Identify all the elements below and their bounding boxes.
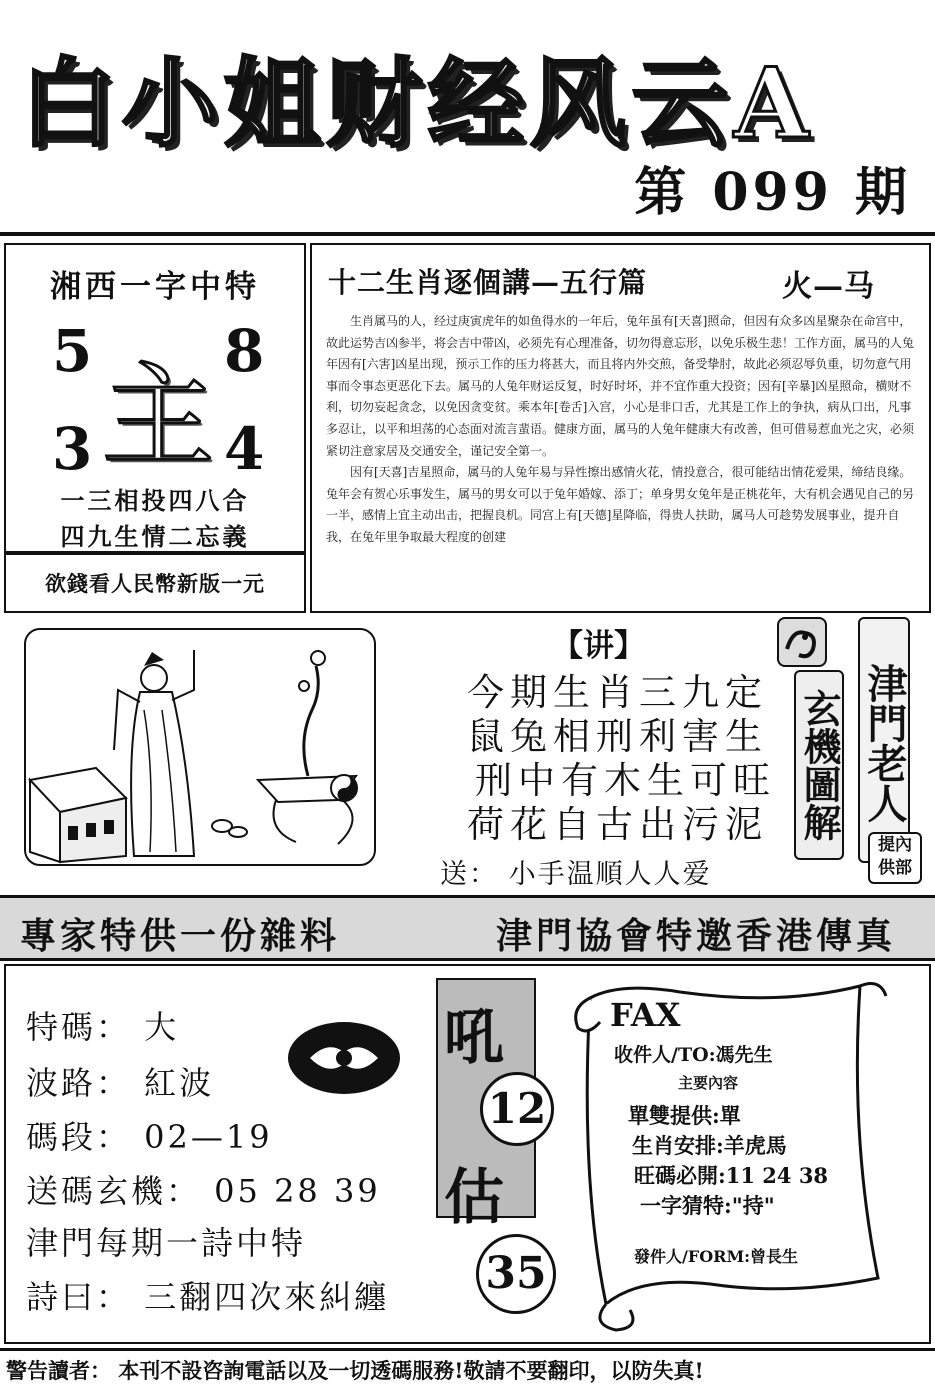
article-body	[326, 311, 916, 549]
verse-line-1: 一三相投四八合	[60, 486, 250, 515]
article-paragraph-1: 生肖属马的人，经过庚寅虎年的如鱼得水的一年后，兔年虽有[天喜]照命，但因有众多凶星聚杂在命宫中，故此运势吉凶参半，将会吉中带凶，必须先有心理准备，切勿得意忘形，以免乐极生悲！工作方面，属马的人兔年因有[六害]凶星出现，预示工作的压力将甚大，而且将内外交煎，备受挚肘，故此必须忍辱负重，切勿意气用事而令事态更恶化下去。属马的人兔年财运反复，时好时坏，并不宜作重大投资；因有[辛暴]凶星照命，横财不利，切勿妄起贪念，以免因贪变贫。乘本年[卷舌]入宫，小心是非口舌，尤其是工作上的争执，病从口出，凡事多忍让，以平和坦荡的心态面对流言蜚语。健康方面，属马的人兔年健康大有改善，但可借易惹血光之灾，必须紧切注意家居及交通安全，谨记安全第一。	[326, 314, 915, 458]
info-bonus-codes: 送碼玄機： 05 28 39	[26, 1172, 381, 1210]
number-bottom-left: 3	[52, 415, 93, 483]
article-paragraph-2: 因有[天喜]吉星照命，属马的人兔年易与异性擦出感情火花，情投意合，很可能结出情花爱果，缔结良缘。兔年会有贺心乐事发生，属马的男女可以于兔年婚嫁、添丁；单身男女兔年是正桃花年，大有机会遇见自己的另一半，感情上宜主动出击，把握良机。同宫上有[天德]星降临，得贵人扶助，属马人可趁势发展事业，提升自我，在兔年里争取最大程度的创建	[326, 465, 915, 544]
poem-line-1: 今期生肖三九定	[467, 671, 768, 714]
hou-number: 12	[480, 1072, 554, 1146]
poem-line-3: 刑中有木生可旺	[475, 759, 776, 802]
fax-to: 收件人/TO:馮先生	[614, 1044, 773, 1066]
header-divider	[0, 232, 935, 236]
emblem-icon	[288, 1022, 400, 1094]
provide-line-1: 提內	[878, 835, 912, 855]
fax-line-3: 旺碼必開:11 24 38	[634, 1163, 829, 1188]
hou-char: 吼	[444, 1003, 504, 1073]
article-box	[310, 243, 931, 613]
info-range: 碼段： 02—19	[26, 1118, 273, 1156]
provide-line-2: 供部	[878, 858, 912, 878]
page-title: 白小姐财经风云A	[20, 47, 815, 160]
poem-line-4: 荷花自古出污泥	[467, 803, 768, 846]
poem-heading: 【讲】	[552, 628, 645, 664]
fax-line-2: 生肖安排:羊虎馬	[632, 1133, 787, 1158]
prediction-heading: 湘西一字中特	[50, 269, 260, 305]
fax-line-4: 一字猜特:"持"	[640, 1193, 775, 1218]
gu-char: 估	[444, 1163, 504, 1233]
info-poem: 詩曰： 三翻四次來糾纏	[26, 1278, 390, 1316]
fax-from: 發件人/FORM:曾長生	[634, 1247, 799, 1266]
gu-number: 35	[476, 1234, 556, 1314]
article-tag: 火—马	[782, 269, 875, 304]
banner-left: 專家特供一份雜料	[20, 915, 341, 957]
sage-illustration	[26, 630, 374, 864]
prediction-box	[4, 243, 306, 553]
poem-extra: 送： 小手温順人人爱	[440, 859, 712, 890]
poem-line-2: 鼠兔相刑利害生	[467, 715, 768, 758]
fax-line-1: 單雙提供:單	[628, 1103, 741, 1128]
fax-title: FAX	[610, 996, 681, 1034]
issue-number: 第 099 期	[634, 162, 911, 223]
verse-line-2: 四九生情二忘義	[60, 522, 250, 551]
footer-bar	[0, 1348, 935, 1388]
xuanji-panel: 玄機圖解	[794, 670, 844, 860]
info-special-code: 特碼： 大	[26, 1008, 180, 1046]
provide-badge	[868, 832, 922, 884]
center-character: 主	[102, 352, 214, 482]
number-top-right: 8	[224, 317, 265, 385]
article-title: 十二生肖逐個講—五行篇	[328, 266, 648, 299]
info-wave: 波路： 紅波	[26, 1064, 215, 1102]
number-top-left: 5	[52, 317, 93, 385]
footer-warning: 警告讀者： 本刊不設咨詢電話以及一切透碼服務!敬請不要翻印，以防失真!	[6, 1358, 704, 1383]
info-poem-note: 津門每期一詩中特	[26, 1224, 307, 1262]
price-note: 欲錢看人民幣新版一元	[45, 571, 265, 596]
jinmen-panel: 津門老人	[858, 617, 910, 863]
number-bottom-right: 4	[224, 415, 265, 483]
dragon-emblem-icon	[777, 617, 827, 667]
illustration-frame	[24, 628, 376, 866]
fax-subject: 主要內容	[678, 1074, 739, 1092]
banner-strip	[0, 895, 935, 961]
banner-right: 津門協會特邀香港傳真	[496, 915, 897, 957]
price-box	[4, 553, 306, 613]
